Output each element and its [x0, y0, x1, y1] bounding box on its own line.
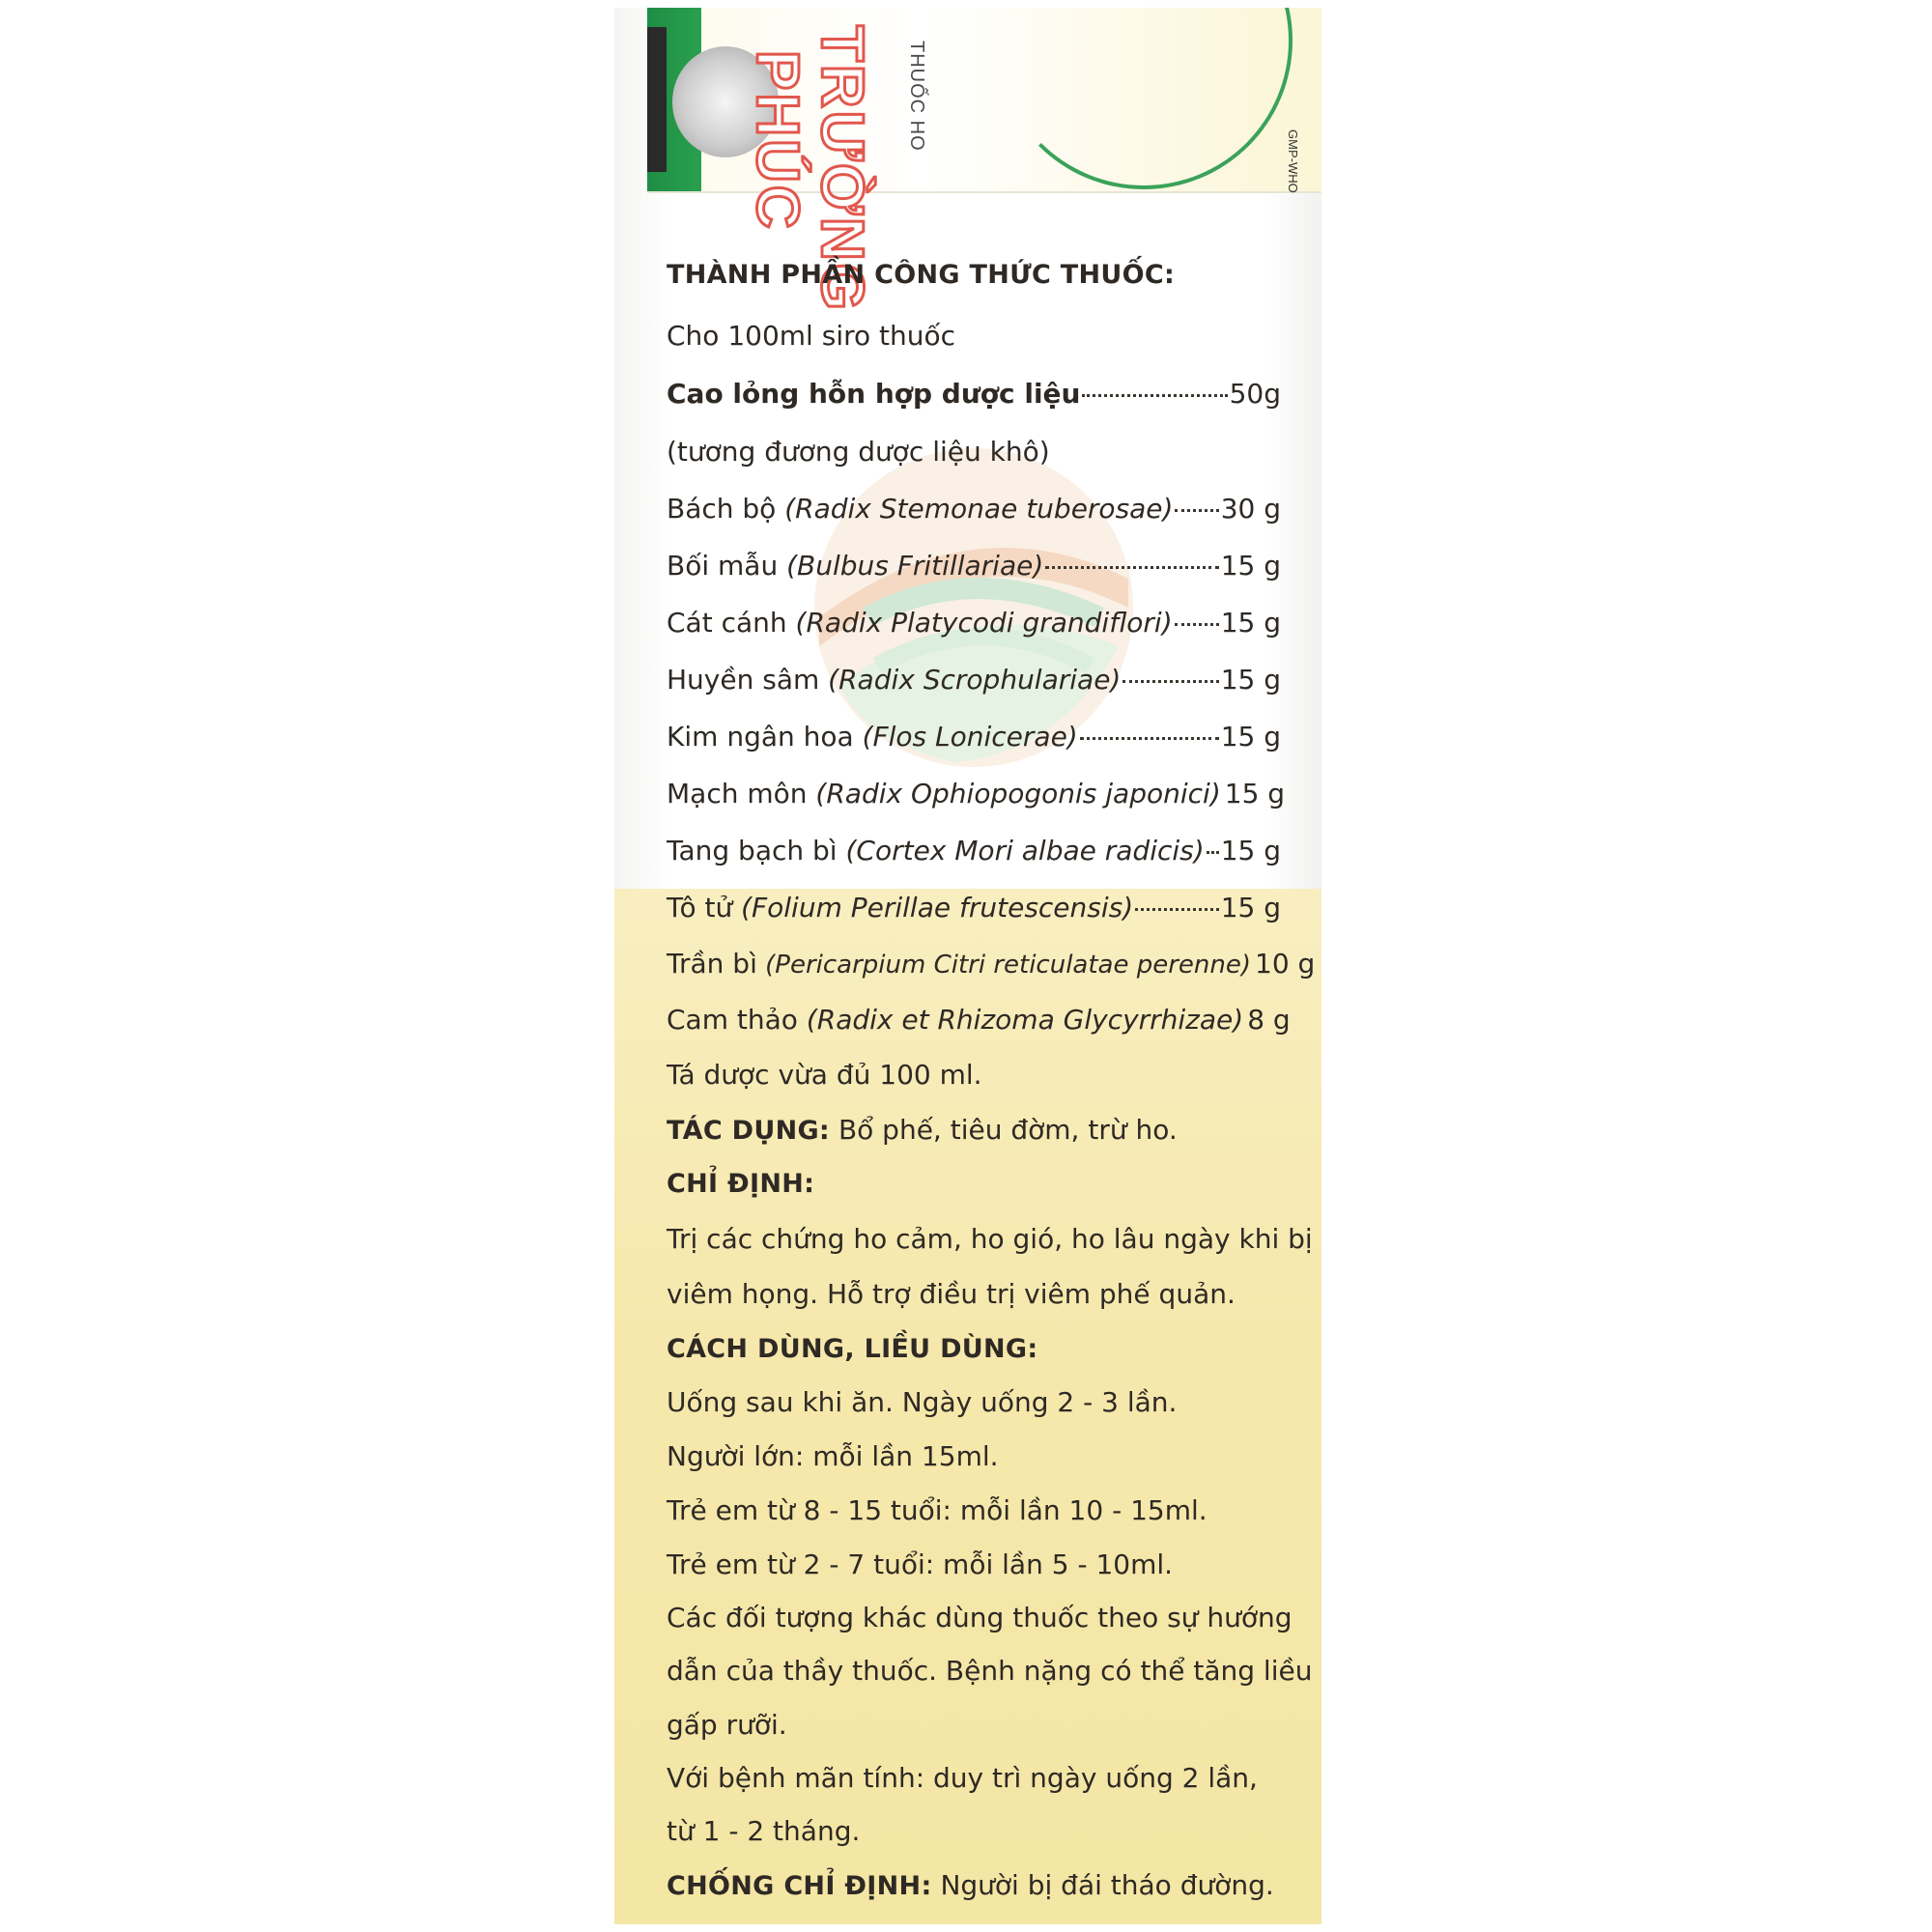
dosage-heading: CÁCH DÙNG, LIỀU DÙNG:: [667, 1334, 1038, 1364]
herb-name: Mạch môn: [667, 778, 808, 810]
herb-amount: 8 g: [1247, 1004, 1291, 1036]
brand-subtitle: THUỐC HO: [906, 41, 927, 152]
leader-dots: [1122, 680, 1218, 683]
extract-row: [667, 366, 1281, 422]
dosage-line: dẫn của thầy thuốc. Bệnh nặng có thể tăng liều: [667, 1655, 1313, 1687]
flap-dark-edge: [647, 27, 667, 172]
dosage-line: Trẻ em từ 8 - 15 tuổi: mỗi lần 10 - 15ml.: [667, 1494, 1208, 1526]
herb-row: [667, 823, 1281, 879]
leader-dots: [1175, 623, 1219, 626]
leader-dots: [1082, 394, 1227, 397]
herb-latin: (Radix Stemonae tuberosae): [784, 493, 1174, 525]
brand-name-line1: TRƯỜNG: [809, 25, 875, 313]
composition-heading: THÀNH PHẦN CÔNG THỨC THUỐC:: [667, 260, 1176, 290]
dosage-line: Các đối tượng khác dùng thuốc theo sự hướng: [667, 1602, 1293, 1634]
herb-amount: 10 g: [1255, 948, 1316, 980]
equivalent-note: (tương đương dược liệu khô): [667, 436, 1050, 468]
herb-latin: (Folium Perillae frutescensis): [741, 892, 1134, 923]
dosage-line: Uống sau khi ăn. Ngày uống 2 - 3 lần.: [667, 1386, 1178, 1418]
herb-name: Cát cánh: [667, 607, 787, 639]
indication-heading: CHỈ ĐỊNH:: [667, 1169, 815, 1199]
herb-amount: 30 g: [1220, 493, 1281, 525]
contraindication-line: [667, 1858, 1281, 1915]
herb-latin: (Radix Platycodi grandiflori): [795, 607, 1173, 639]
herb-row: [667, 709, 1281, 765]
herb-latin: (Flos Lonicerae): [862, 721, 1078, 753]
effect-line: [667, 1102, 1281, 1159]
indication-line-2: viêm họng. Hỗ trợ điều trị viêm phế quản.: [667, 1278, 1236, 1310]
herb-amount: 15 g: [1224, 778, 1286, 810]
herb-amount: 15 g: [1220, 664, 1281, 696]
dosage-line: Trẻ em từ 2 - 7 tuổi: mỗi lần 5 - 10ml.: [667, 1548, 1174, 1580]
herb-latin: (Cortex Mori albae radicis): [845, 835, 1205, 867]
herb-name: Tô tử: [667, 892, 733, 923]
herb-amount: 15 g: [1220, 607, 1281, 639]
herb-name: Tang bạch bì: [667, 835, 838, 867]
contraindication-label: CHỐNG CHỈ ĐỊNH:: [667, 1871, 932, 1901]
herb-row: [667, 481, 1281, 537]
herb-amount: 15 g: [1220, 721, 1281, 753]
herb-row: [667, 766, 1286, 822]
herb-name: Bách bộ: [667, 493, 777, 525]
herb-name: Kim ngân hoa: [667, 721, 854, 753]
leader-dots: [1135, 908, 1219, 911]
composition-per: Cho 100ml siro thuốc: [667, 320, 956, 352]
flap-green-arc: [995, 8, 1293, 189]
contraindication-text: Người bị đái tháo đường.: [940, 1869, 1274, 1901]
herb-amount: 15 g: [1220, 835, 1281, 867]
herb-row: [667, 992, 1291, 1048]
dosage-line: Với bệnh mãn tính: duy trì ngày uống 2 lần,: [667, 1762, 1258, 1794]
herb-latin: (Pericarpium Citri reticulatae perenne): [765, 951, 1252, 980]
herb-name: Cam thảo: [667, 1004, 798, 1036]
herb-latin: (Bulbus Fritillariae): [786, 550, 1044, 582]
dosage-line: Người lớn: mỗi lần 15ml.: [667, 1440, 999, 1472]
herb-name: Huyền sâm: [667, 664, 820, 696]
herb-row: [667, 538, 1281, 594]
herb-name: Bối mẫu: [667, 550, 779, 582]
herb-name: Trần bì: [667, 948, 757, 980]
herb-latin: (Radix Ophiopogonis japonici): [815, 778, 1221, 810]
excipient-line: Tá dược vừa đủ 100 ml.: [667, 1059, 982, 1091]
effect-label: TÁC DỤNG:: [667, 1116, 831, 1146]
extract-amount: 50g: [1229, 378, 1281, 410]
herb-latin: (Radix et Rhizoma Glycyrrhizae): [806, 1004, 1244, 1036]
herb-row: [667, 595, 1281, 651]
leader-dots: [1080, 737, 1219, 740]
gmp-who-label: GMP-WHO: [1286, 129, 1300, 193]
effect-text: Bổ phế, tiêu đờm, trừ ho.: [838, 1114, 1178, 1146]
indication-line-1: Trị các chứng ho cảm, ho gió, ho lâu ngày khi bị: [667, 1223, 1313, 1255]
herb-row: [667, 936, 1316, 993]
herb-amount: 15 g: [1220, 892, 1281, 923]
herb-amount: 15 g: [1220, 550, 1281, 582]
extract-name: Cao lỏng hỗn hợp dược liệu: [667, 378, 1081, 410]
leader-dots: [1207, 851, 1219, 854]
leader-dots: [1045, 566, 1218, 569]
dosage-line: gấp rưỡi.: [667, 1709, 787, 1741]
herb-row: [667, 880, 1281, 936]
dosage-line: từ 1 - 2 tháng.: [667, 1815, 861, 1847]
herb-row: [667, 652, 1281, 708]
herb-latin: (Radix Scrophulariae): [828, 664, 1122, 696]
leader-dots: [1175, 509, 1218, 512]
brand-name-line2: PHÚC: [744, 50, 810, 232]
